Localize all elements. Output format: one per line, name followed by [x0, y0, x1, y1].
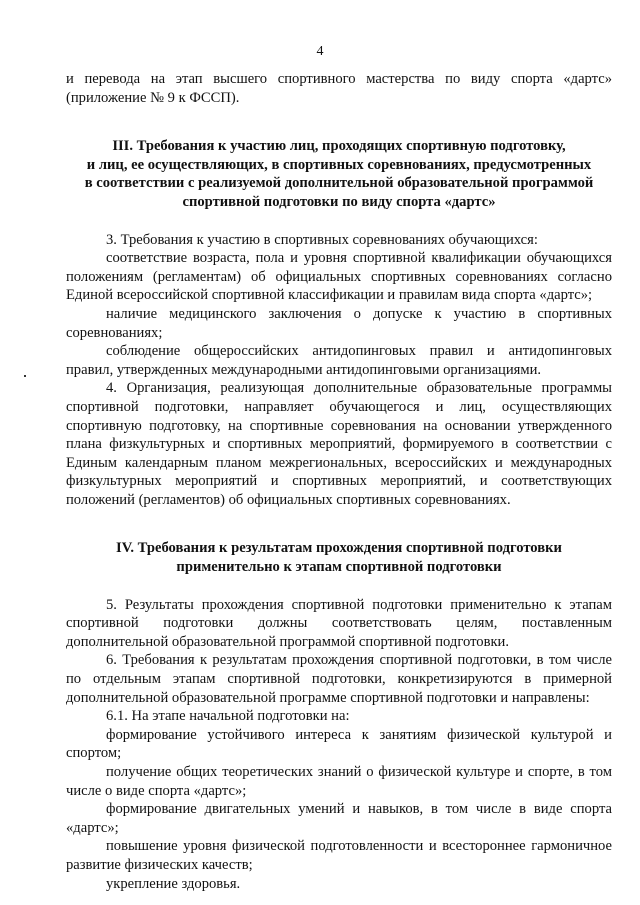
- paragraph: соответствие возраста, пола и уровня спортивной квалификации обучающихся положениям (регламентам) об официальных спортивных соревнованиях согласно Единой всероссийской спортивной классификации и правилам вида спорта «дартс»;: [66, 250, 612, 304]
- paragraph: 4. Организация, реализующая дополнительные образовательные программы спортивной подготовки, направляет обучающегося и лиц, осуществляющих спортивную подготовку, на спортивные соревнования на основании утвержденного плана физкультурных и спортивных мероприятий, формируемого в соответствии с Единым календарным планом межрегиональных, всероссийских и международных физкультурных мероприятий и спортивных мероприятий, и соответствующих положений (регламентов) об официальных спортивных соревнованиях.: [66, 380, 612, 508]
- paragraph: 6. Требования к результатам прохождения спортивной подготовки, в том числе по отдельным этапам спортивной подготовки, конкретизируются в примерной дополнительной образовательной программе спортивной подготовки и направлены:: [66, 652, 612, 706]
- section-3-heading-line: спортивной подготовки по виду спорта «дартс»: [182, 193, 496, 210]
- section-3-heading-line: III. Требования к участию лиц, проходящих спортивную подготовку,: [112, 138, 566, 155]
- paragraph: 3. Требования к участию в спортивных соревнованиях обучающихся:: [106, 231, 538, 248]
- section-3-heading-line: и лиц, ее осуществляющих, в спортивных соревнованиях, предусмотренных: [86, 156, 592, 173]
- paragraph: наличие медицинского заключения о допуске к участию в спортивных соревнованиях;: [66, 305, 612, 341]
- section-4-heading-line: IV. Требования к результатам прохождения спортивной подготовки: [116, 540, 562, 557]
- paragraph: 5. Результаты прохождения спортивной подготовки применительно к этапам спортивной подготовки должны соответствовать целям, поставленным дополнительной образовательной программой спортивной подготовки.: [66, 596, 612, 650]
- paragraph: повышение уровня физической подготовленности и всестороннее гармоничное развитие физических качеств;: [66, 838, 612, 873]
- paragraph: соблюдение общероссийских антидопинговых правил и антидопинговых правил, утвержденных международными антидопинговыми организациями.: [66, 343, 612, 378]
- paragraph: получение общих теоретических знаний о физической культуре и спорте, в том числе о виде спорта «дартс»;: [66, 764, 612, 799]
- section-4-heading: [66, 539, 612, 576]
- section-3-heading: [66, 137, 612, 211]
- paragraph: формирование двигательных умений и навыков, в том числе в виде спорта «дартс»;: [66, 801, 612, 836]
- page-number: 4: [316, 44, 324, 59]
- paragraph: формирование устойчивого интереса к занятиям физической культурой и спортом;: [66, 726, 612, 762]
- document-body: [66, 70, 612, 893]
- intro-paragraph: и перевода на этап высшего спортивного мастерства по виду спорта «дартс» (приложение № 9 к ФССП).: [66, 71, 612, 106]
- section-3-body: [66, 231, 612, 510]
- paragraph: 6.1. На этапе начальной подготовки на:: [106, 708, 350, 725]
- scan-mark: [24, 375, 26, 377]
- section-4-heading-line: применительно к этапам спортивной подготовки: [176, 559, 502, 576]
- section-4-body: [66, 596, 612, 894]
- paragraph: укрепление здоровья.: [106, 875, 241, 892]
- section-3-heading-line: в соответствии с реализуемой дополнительной образовательной программой: [84, 175, 594, 192]
